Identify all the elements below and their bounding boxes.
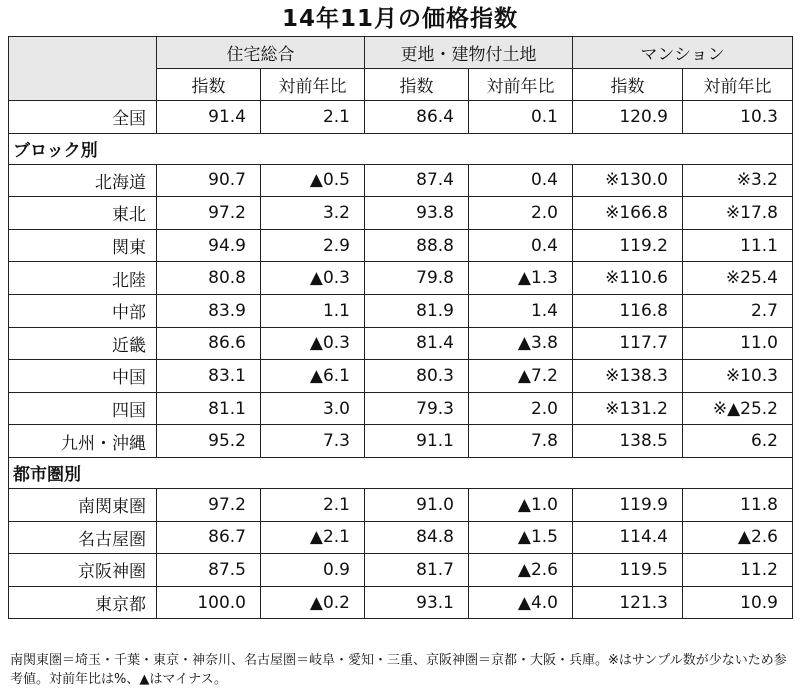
yoy-cell: 11.2 xyxy=(683,554,793,587)
index-cell: 87.4 xyxy=(365,164,469,197)
index-cell: 79.8 xyxy=(365,262,469,295)
yoy-cell: 0.1 xyxy=(469,101,573,134)
index-cell: 100.0 xyxy=(157,586,261,619)
yoy-cell: ▲2.6 xyxy=(469,554,573,587)
yoy-cell: 1.4 xyxy=(469,294,573,327)
table-row xyxy=(9,101,793,134)
yoy-cell: 2.7 xyxy=(683,294,793,327)
index-cell: 80.3 xyxy=(365,360,469,393)
header-yoy: 対前年比 xyxy=(261,69,365,101)
yoy-cell: 10.9 xyxy=(683,586,793,619)
price-index-table xyxy=(8,36,793,619)
index-cell: 80.8 xyxy=(157,262,261,295)
row-name: 北海道 xyxy=(9,164,157,197)
yoy-cell: ※25.4 xyxy=(683,262,793,295)
yoy-cell: 0.4 xyxy=(469,164,573,197)
header-group-land: 更地・建物付土地 xyxy=(365,37,573,69)
yoy-cell: 2.1 xyxy=(261,101,365,134)
table-row xyxy=(9,327,793,360)
table-row xyxy=(9,197,793,230)
index-cell: 79.3 xyxy=(365,392,469,425)
row-name: 東北 xyxy=(9,197,157,230)
row-name: 京阪神圏 xyxy=(9,554,157,587)
index-cell: 86.6 xyxy=(157,327,261,360)
yoy-cell: 11.0 xyxy=(683,327,793,360)
yoy-cell: ▲0.2 xyxy=(261,586,365,619)
index-cell: 116.8 xyxy=(573,294,683,327)
index-cell: 81.9 xyxy=(365,294,469,327)
index-cell: ※131.2 xyxy=(573,392,683,425)
index-cell: 93.1 xyxy=(365,586,469,619)
index-cell: 88.8 xyxy=(365,229,469,262)
table-row xyxy=(9,586,793,619)
header-yoy: 対前年比 xyxy=(683,69,793,101)
yoy-cell: 2.1 xyxy=(261,488,365,521)
index-cell: 97.2 xyxy=(157,488,261,521)
row-name: 南関東圏 xyxy=(9,488,157,521)
header-yoy: 対前年比 xyxy=(469,69,573,101)
yoy-cell: ※10.3 xyxy=(683,360,793,393)
page-title: 14年11月の価格指数 xyxy=(281,6,518,32)
yoy-cell: ▲0.5 xyxy=(261,164,365,197)
section-label: ブロック別 xyxy=(9,133,793,164)
index-cell: ※166.8 xyxy=(573,197,683,230)
yoy-cell: 2.0 xyxy=(469,197,573,230)
index-cell: ※110.6 xyxy=(573,262,683,295)
index-cell: 84.8 xyxy=(365,521,469,554)
index-cell: 81.7 xyxy=(365,554,469,587)
table-row xyxy=(9,164,793,197)
row-name: 東京都 xyxy=(9,586,157,619)
header-group-condo: マンション xyxy=(573,37,793,69)
yoy-cell: 3.0 xyxy=(261,392,365,425)
table-row xyxy=(9,229,793,262)
row-name: 関東 xyxy=(9,229,157,262)
yoy-cell: 3.2 xyxy=(261,197,365,230)
index-cell: 90.7 xyxy=(157,164,261,197)
table-row xyxy=(9,554,793,587)
yoy-cell: 11.1 xyxy=(683,229,793,262)
yoy-cell: 7.8 xyxy=(469,425,573,458)
yoy-cell: ▲3.8 xyxy=(469,327,573,360)
header-index: 指数 xyxy=(365,69,469,101)
index-cell: ※138.3 xyxy=(573,360,683,393)
yoy-cell: ▲1.5 xyxy=(469,521,573,554)
index-cell: 117.7 xyxy=(573,327,683,360)
yoy-cell: 0.9 xyxy=(261,554,365,587)
row-name: 全国 xyxy=(9,101,157,134)
yoy-cell: 1.1 xyxy=(261,294,365,327)
row-name: 中国 xyxy=(9,360,157,393)
yoy-cell: 2.0 xyxy=(469,392,573,425)
corner-cell xyxy=(9,37,157,101)
index-cell: 95.2 xyxy=(157,425,261,458)
table-row xyxy=(9,392,793,425)
yoy-cell: ▲1.0 xyxy=(469,488,573,521)
index-cell: 91.1 xyxy=(365,425,469,458)
index-cell: 91.0 xyxy=(365,488,469,521)
row-name: 名古屋圏 xyxy=(9,521,157,554)
header-group-housing: 住宅総合 xyxy=(157,37,365,69)
index-cell: 119.9 xyxy=(573,488,683,521)
index-cell: 119.2 xyxy=(573,229,683,262)
row-name: 中部 xyxy=(9,294,157,327)
yoy-cell: 2.9 xyxy=(261,229,365,262)
table-row xyxy=(9,294,793,327)
yoy-cell: 10.3 xyxy=(683,101,793,134)
yoy-cell: ▲2.6 xyxy=(683,521,793,554)
index-cell: 86.4 xyxy=(365,101,469,134)
yoy-cell: 6.2 xyxy=(683,425,793,458)
table-row xyxy=(9,521,793,554)
yoy-cell: 7.3 xyxy=(261,425,365,458)
yoy-cell: ▲2.1 xyxy=(261,521,365,554)
yoy-cell: 0.4 xyxy=(469,229,573,262)
yoy-cell: ▲4.0 xyxy=(469,586,573,619)
yoy-cell: ※▲25.2 xyxy=(683,392,793,425)
yoy-cell: ▲6.1 xyxy=(261,360,365,393)
header-index: 指数 xyxy=(573,69,683,101)
row-name: 九州・沖縄 xyxy=(9,425,157,458)
index-cell: 83.1 xyxy=(157,360,261,393)
section-label: 都市圏別 xyxy=(9,457,793,488)
yoy-cell: ▲0.3 xyxy=(261,327,365,360)
index-cell: 81.4 xyxy=(365,327,469,360)
index-cell: 94.9 xyxy=(157,229,261,262)
index-cell: 91.4 xyxy=(157,101,261,134)
table-row xyxy=(9,262,793,295)
index-cell: 87.5 xyxy=(157,554,261,587)
yoy-cell: ※3.2 xyxy=(683,164,793,197)
index-cell: 114.4 xyxy=(573,521,683,554)
section-row xyxy=(9,457,793,488)
index-cell: 119.5 xyxy=(573,554,683,587)
table-row xyxy=(9,488,793,521)
index-cell: 97.2 xyxy=(157,197,261,230)
footnote: 南関東圏＝埼玉・千葉・東京・神奈川、名古屋圏＝岐阜・愛知・三重、京阪神圏＝京都・大阪・兵庫。※はサンプル数が少ないため参考値。対前年比は%、▲はマイナス。 xyxy=(10,653,787,687)
header-index: 指数 xyxy=(157,69,261,101)
row-name: 近畿 xyxy=(9,327,157,360)
index-cell: 83.9 xyxy=(157,294,261,327)
yoy-cell: ▲7.2 xyxy=(469,360,573,393)
index-cell: 120.9 xyxy=(573,101,683,134)
index-cell: 93.8 xyxy=(365,197,469,230)
yoy-cell: ▲1.3 xyxy=(469,262,573,295)
row-name: 北陸 xyxy=(9,262,157,295)
row-name: 四国 xyxy=(9,392,157,425)
yoy-cell: 11.8 xyxy=(683,488,793,521)
index-cell: 121.3 xyxy=(573,586,683,619)
section-row xyxy=(9,133,793,164)
index-cell: 81.1 xyxy=(157,392,261,425)
index-cell: 138.5 xyxy=(573,425,683,458)
table-row xyxy=(9,360,793,393)
table-row xyxy=(9,425,793,458)
yoy-cell: ▲0.3 xyxy=(261,262,365,295)
index-cell: 86.7 xyxy=(157,521,261,554)
yoy-cell: ※17.8 xyxy=(683,197,793,230)
index-cell: ※130.0 xyxy=(573,164,683,197)
